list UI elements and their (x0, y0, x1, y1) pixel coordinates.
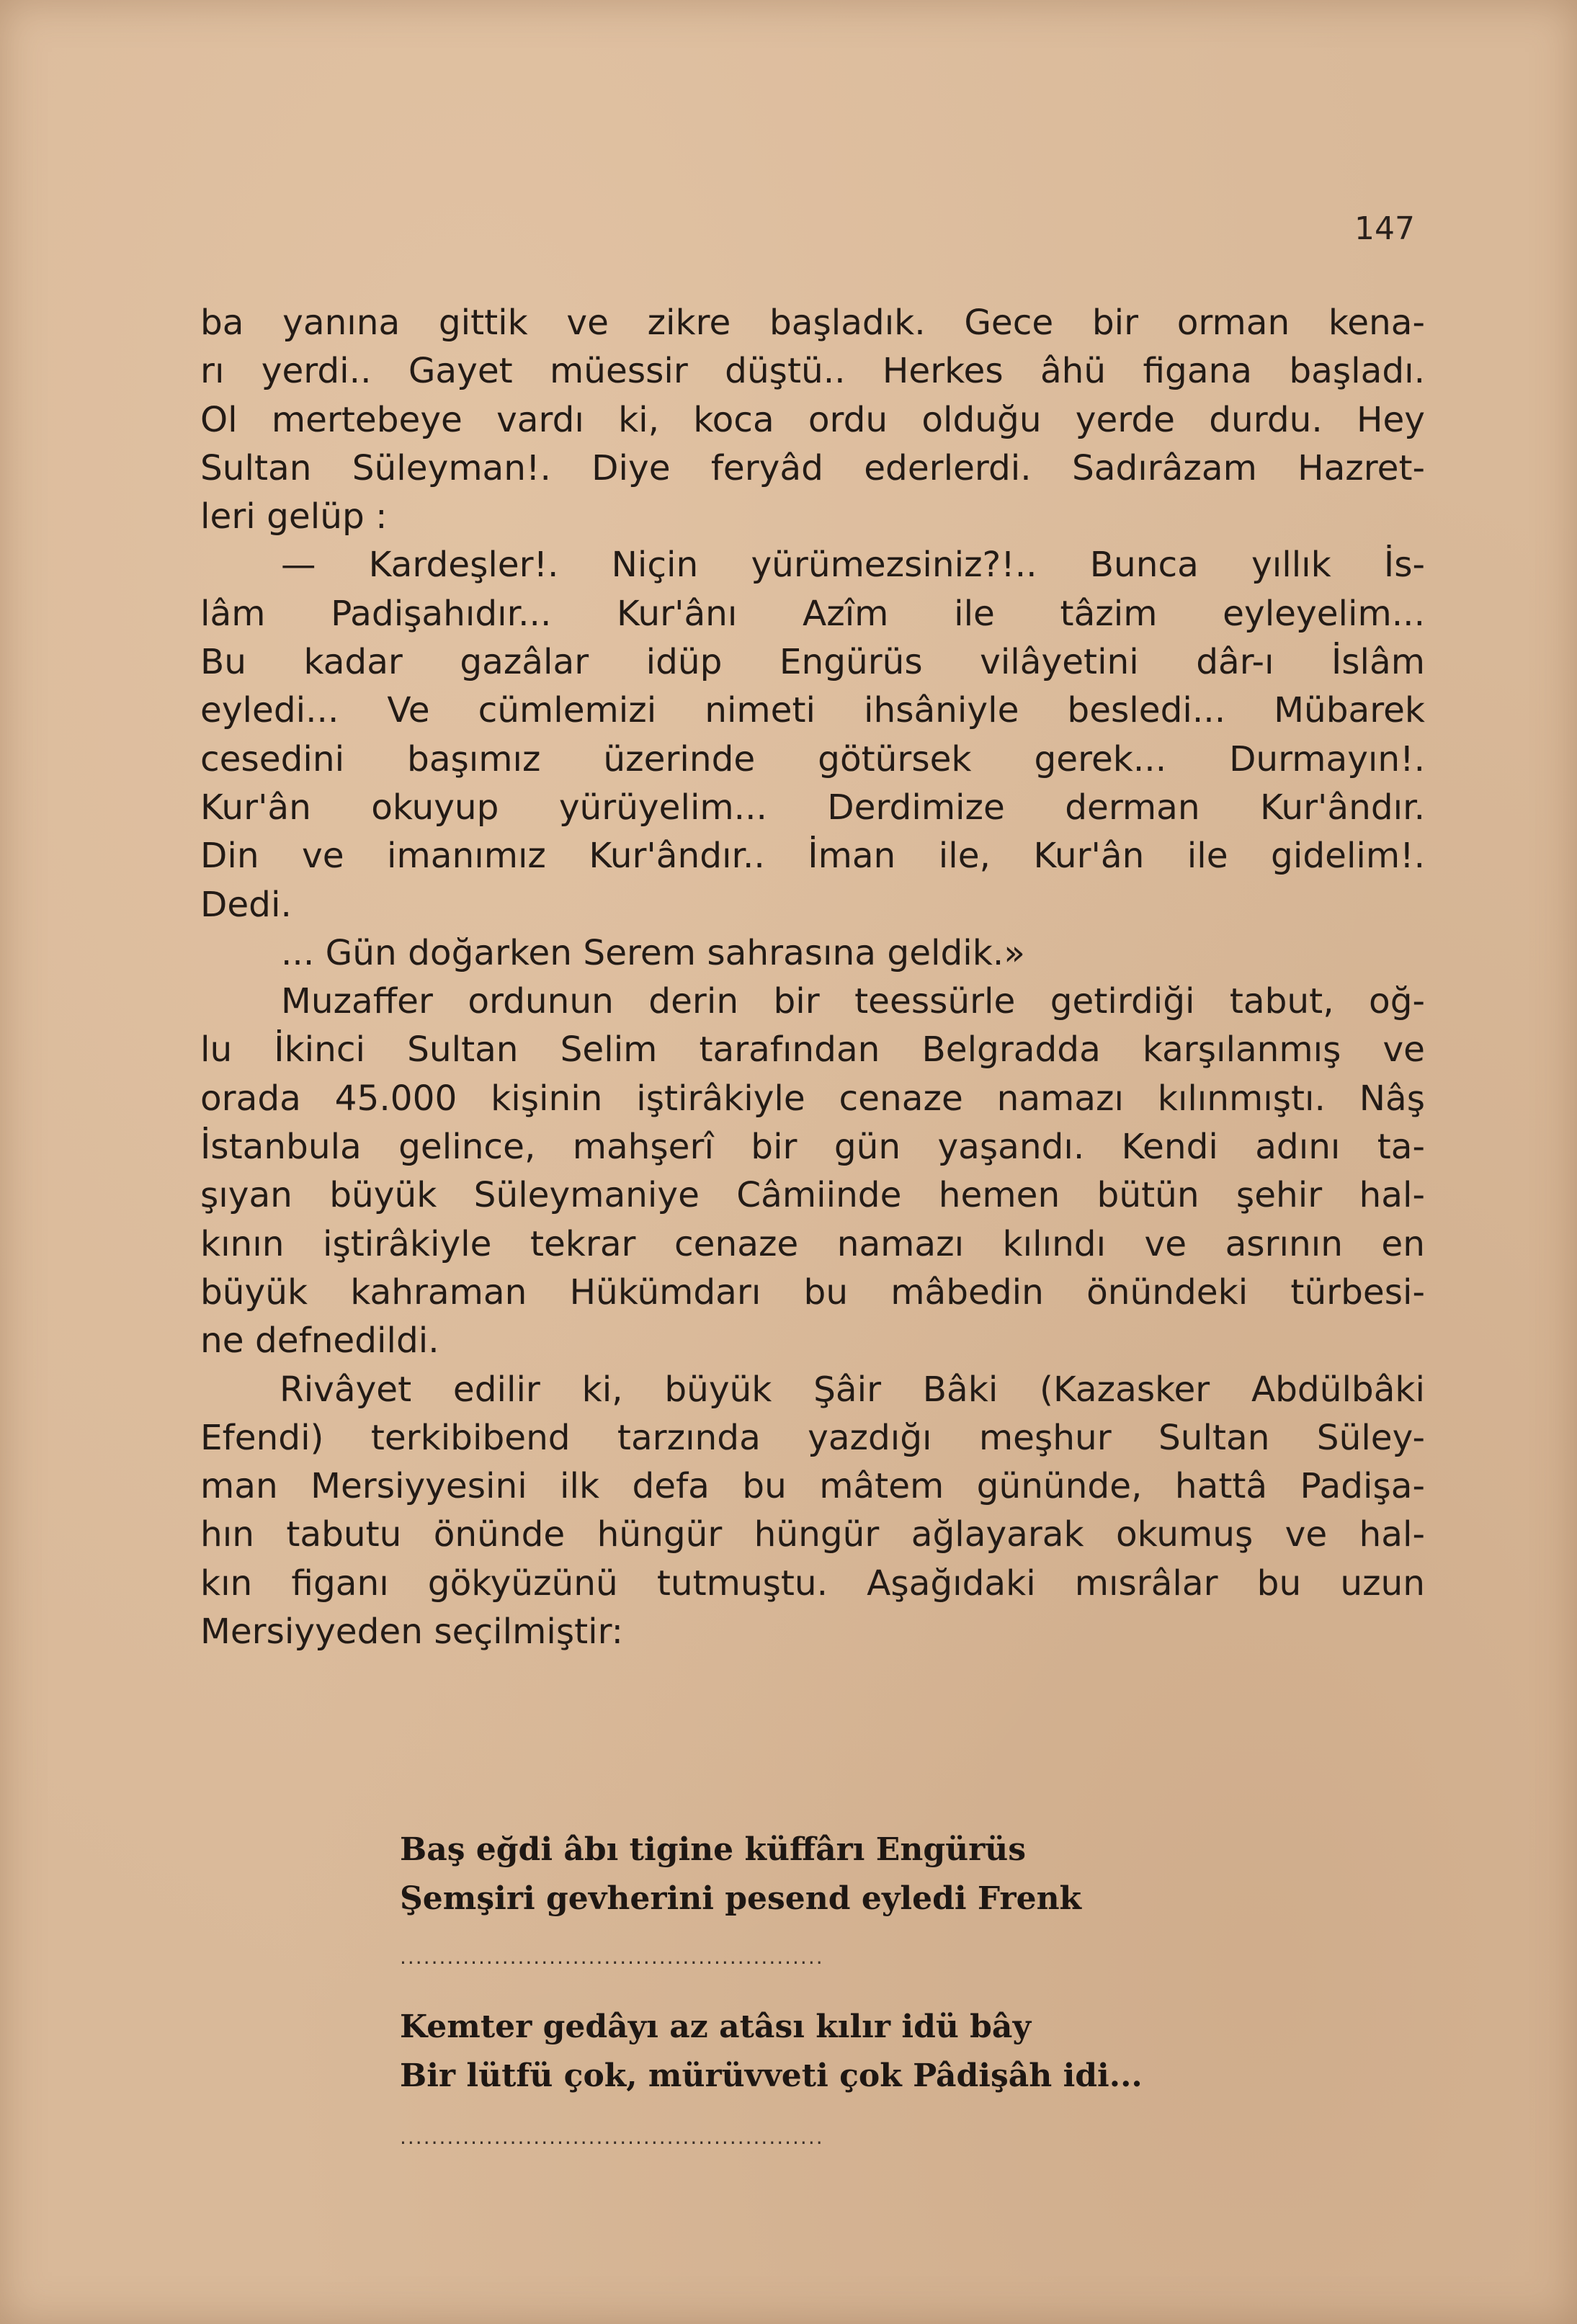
verse-line: Şemşiri gevherini pesend eyledi Frenk (400, 1880, 1082, 1917)
text-line: rı yerdi.. Gayet müessir düştü.. Herkes âhü figana başladı. (200, 351, 1425, 392)
text-line: lu İkinci Sultan Selim tarafından Belgradda karşılanmış ve (200, 1029, 1425, 1071)
body-text (200, 299, 1425, 1656)
text-line: lâm Padişahıdır... Kur'ânı Azîm ile tâzim eyleyelim... (200, 593, 1425, 634)
verse-line: Baş eğdi âbı tigine küffârı Engürüs (400, 1831, 1027, 1868)
text-line: hın tabutu önünde hüngür hüngür ağlayarak okumuş ve hal- (200, 1514, 1425, 1555)
text-line: kının iştirâkiyle tekrar cenaze namazı kılındı ve asrının en (200, 1223, 1425, 1264)
text-line: Rivâyet edilir ki, büyük Şâir Bâki (Kazasker Abdülbâki (280, 1369, 1425, 1410)
text-line: Efendi) terkibibend tarzında yazdığı meşhur Sultan Süley- (200, 1417, 1425, 1458)
text-line: leri gelüp : (200, 496, 388, 537)
text-line: büyük kahraman Hükümdarı bu mâbedin önündeki türbesi- (200, 1272, 1425, 1313)
verse-couplet-2 (400, 2003, 1264, 2101)
verse-line: Bir lütfü çok, mürüvveti çok Pâdişâh idi... (400, 2057, 1143, 2094)
text-line: Bu kadar gazâlar idüp Engürüs vilâyetini dâr-ı İslâm (200, 642, 1425, 683)
text-line: — Kardeşler!. Niçin yürümezsiniz?!.. Bunca yıllık İs- (281, 545, 1425, 586)
text-line: ... Gün doğarken Serem sahrasına geldik.» (281, 932, 1025, 973)
text-line: Sultan Süleyman!. Diye feryâd ederlerdi. Sadırâzam Hazret- (200, 447, 1425, 488)
text-line: İstanbula gelince, mahşerî bir gün yaşandı. Kendi adını ta- (200, 1127, 1425, 1168)
text-line: ba yanına gittik ve zikre başladık. Gece bir orman kena- (200, 303, 1425, 343)
text-line: Ol mertebeye vardı ki, koca ordu olduğu yerde durdu. Hey (200, 399, 1425, 440)
page-number: 147 (1354, 210, 1415, 247)
text-line: man Mersiyyesini ilk defa bu mâtem gününde, hattâ Padişa- (200, 1466, 1425, 1507)
verse-separator: ...................................................... (400, 1945, 824, 1969)
text-line: Kur'ân okuyup yürüyelim... Derdimize derman Kur'ândır. (200, 787, 1425, 828)
verse-line: Kemter gedâyı az atâsı kılır idü bây (400, 2008, 1032, 2045)
text-line: kın figanı gökyüzünü tutmuştu. Aşağıdaki mısrâlar bu uzun (200, 1563, 1425, 1604)
verse-couplet-1 (400, 1825, 1264, 1923)
text-line: ne defnedildi. (200, 1320, 439, 1362)
text-line: Muzaffer ordunun derin bir teessürle getirdiği tabut, oğ- (281, 981, 1425, 1022)
text-line: Mersiyyeden seçilmiştir: (200, 1612, 624, 1653)
text-line: Din ve imanımız Kur'ândır.. İman ile, Kur'ân ile gidelim!. (200, 836, 1425, 877)
text-line: cesedini başımız üzerinde götürsek gerek... Durmayın!. (200, 738, 1425, 779)
text-line: orada 45.000 kişinin iştirâkiyle cenaze namazı kılınmıştı. Nâş (200, 1078, 1425, 1119)
text-line: Dedi. (200, 884, 292, 925)
text-line: eyledi... Ve cümlemizi nimeti ihsâniyle besledi... Mübarek (200, 690, 1425, 731)
text-line: şıyan büyük Süleymaniye Câmiinde hemen bütün şehir hal- (200, 1175, 1425, 1216)
verse-separator: ...................................................... (400, 2125, 824, 2149)
